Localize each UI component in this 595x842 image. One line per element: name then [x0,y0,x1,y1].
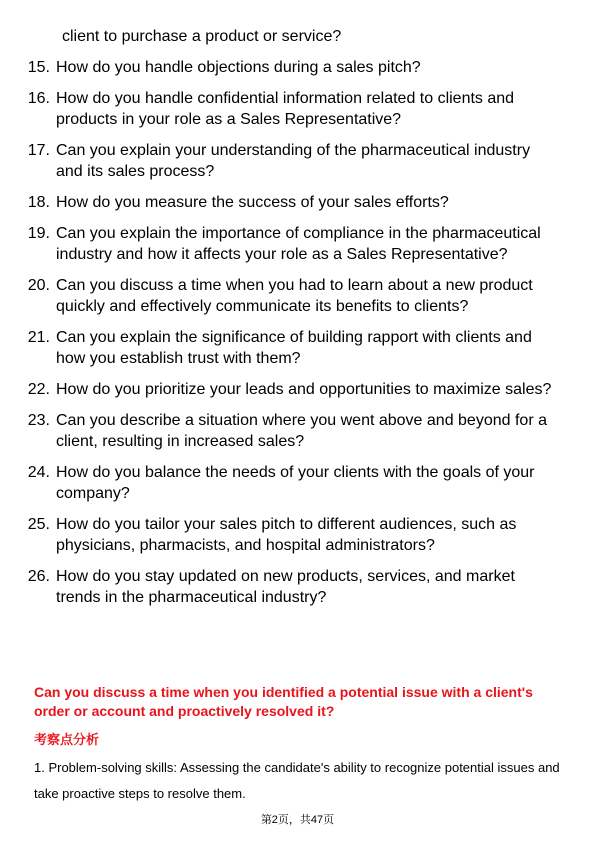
question-text: Can you explain the importance of compliance in the pharmaceutical industry and how it affects your role as a Sales Representative? [56,225,541,263]
question-number: 25. [27,516,50,533]
question-number: 23. [27,412,50,429]
list-item [0,462,595,504]
question-text: How do you prioritize your leads and opportunities to maximize sales? [56,381,552,398]
question-number: 26. [27,568,50,585]
question-number: 21. [27,329,50,346]
question-number: 18. [27,194,50,211]
question-text: How do you handle objections during a sales pitch? [56,59,421,76]
question-text: Can you explain your understanding of the pharmaceutical industry and its sales process? [56,142,531,180]
list-item [0,327,595,369]
featured-question-heading: Can you discuss a time when you identified a potential issue with a client's order or account and proactively resolved it? [34,684,533,719]
question-number: 20. [27,277,50,294]
list-item [0,192,595,213]
question-text: How do you handle confidential information related to clients and products in your role as a Sales Representative? [56,90,515,128]
list-item [0,410,595,452]
question-text: How do you stay updated on new products, services, and market trends in the pharmaceutical industry? [56,568,515,606]
question-text: Can you describe a situation where you went above and beyond for a client, resulting in increased sales? [56,412,547,450]
list-item [0,566,595,608]
page-number-footer: 第2页，共47页 [260,814,335,826]
list-item [0,140,595,182]
question-number: 22. [27,381,50,398]
question-text: Can you discuss a time when you had to learn about a new product quickly and effectively communicate its benefits to clients? [56,277,533,315]
question-text: How do you balance the needs of your clients with the goals of your company? [56,464,535,502]
list-item [0,514,595,556]
question-number: 16. [27,90,50,107]
question-number: 17. [27,142,50,159]
list-item [0,379,595,400]
list-item [0,57,595,78]
question-list [0,57,595,618]
question-number: 19. [27,225,50,242]
list-item [0,275,595,317]
question-text: Can you explain the significance of building rapport with clients and how you establish trust with them? [56,329,532,367]
question-text: How do you measure the success of your sales efforts? [56,194,449,211]
analysis-heading: 考察点分析 [34,732,100,747]
question-number: 24. [27,464,50,481]
analysis-text: 1. Problem-solving skills: Assessing the candidate's ability to recognize potential issues and take proactive steps to resolve them. [34,760,560,801]
list-item [0,88,595,130]
continued-question-text: client to purchase a product or service? [62,28,342,45]
question-text: How do you tailor your sales pitch to different audiences, such as physicians, pharmacists, and hospital administrators? [56,516,517,554]
question-number: 15. [27,59,50,76]
list-item [0,223,595,265]
